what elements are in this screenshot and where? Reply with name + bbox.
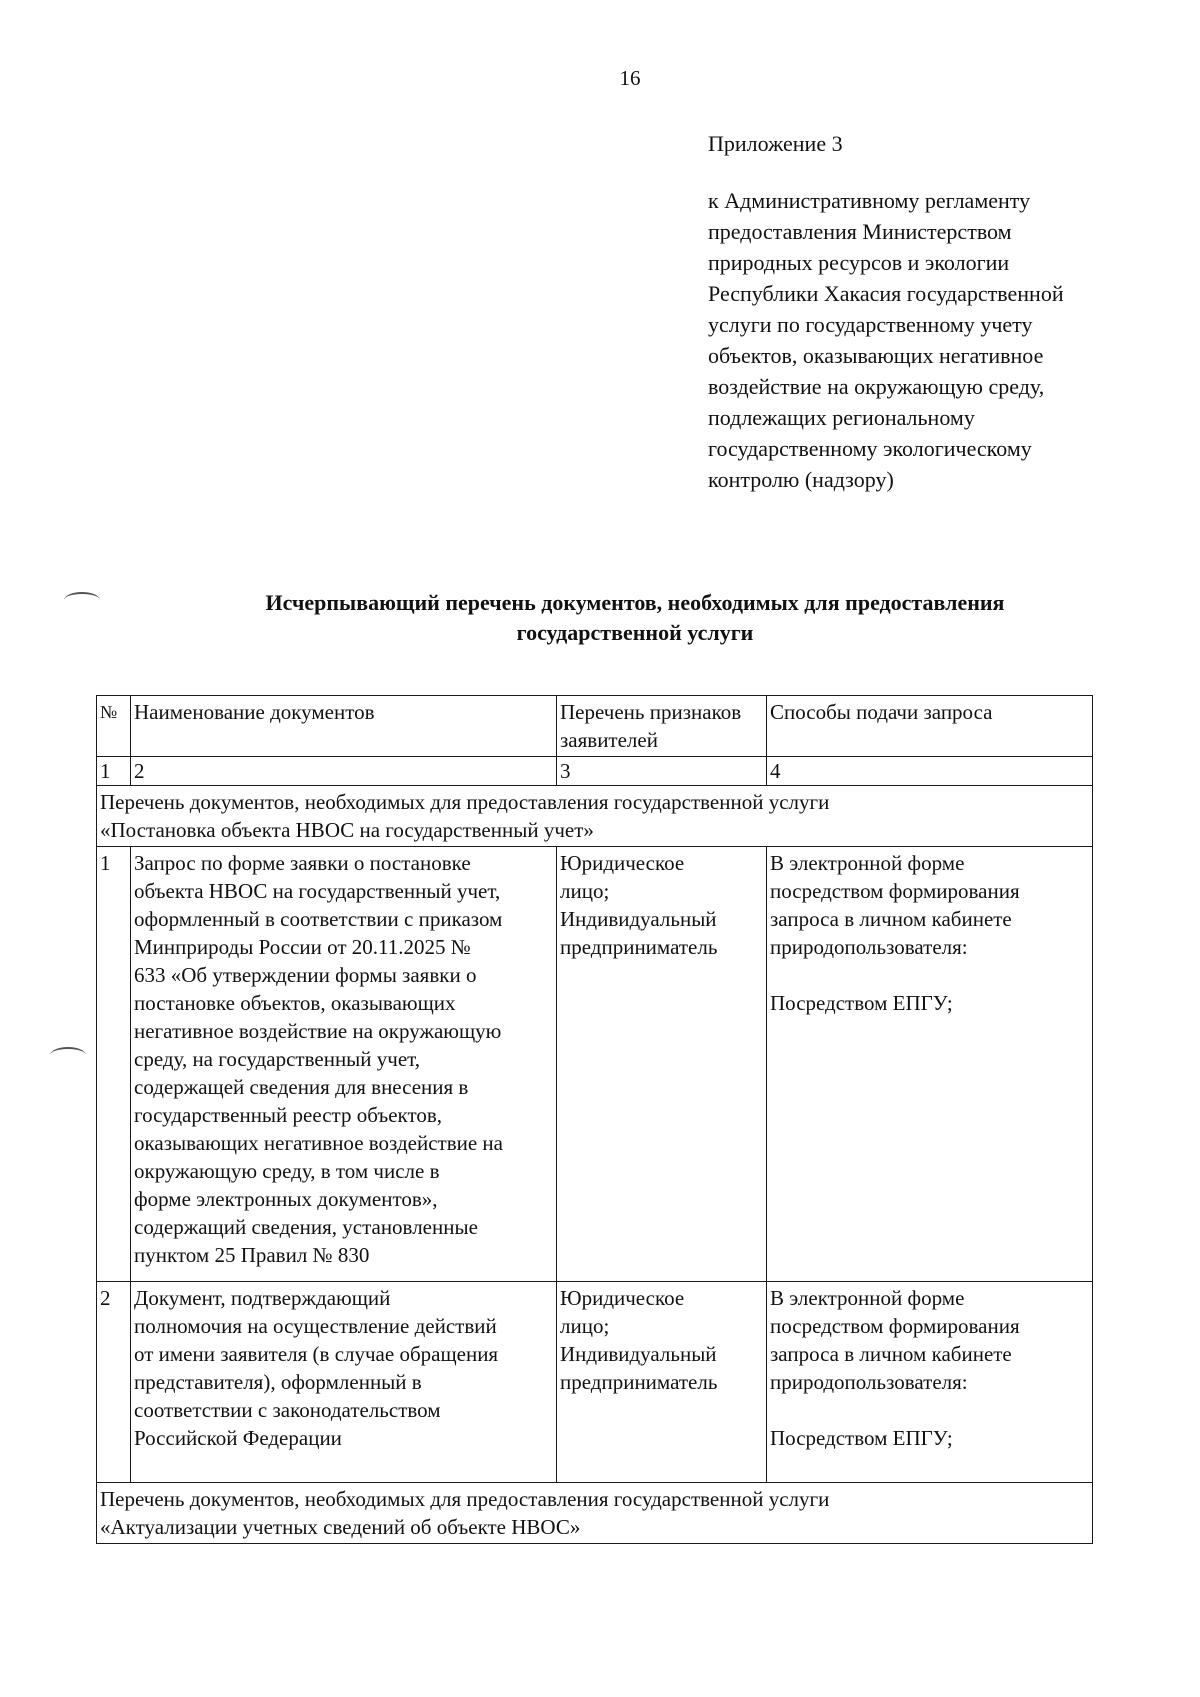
margin-mark — [64, 592, 100, 608]
cell-line: содержащей сведения для внесения в — [134, 1075, 469, 1099]
cell-line: 633 «Об утверждении формы заявки о — [134, 963, 477, 987]
cell-line: постановке объектов, оказывающих — [134, 991, 456, 1015]
cell-line: В электронной форме — [770, 851, 965, 875]
cell-line: предприниматель — [560, 935, 718, 959]
cell-line: полномочия на осуществление действий — [134, 1314, 497, 1338]
row-number: 2 — [97, 1282, 131, 1483]
cell-line: оформленный в соответствии с приказом — [134, 907, 503, 931]
table-header-row — [97, 696, 1093, 757]
cell-line: пунктом 25 Правил № 830 — [134, 1243, 370, 1267]
document-title-line: Исчерпывающий перечень документов, необходимых для предоставления — [265, 590, 1005, 615]
cell-line: посредством формирования — [770, 1314, 1020, 1338]
appendix-line: услуги по государственному учету — [708, 312, 1033, 337]
document-name-cell — [131, 847, 557, 1282]
appendix-line: контролю (надзору) — [708, 467, 894, 492]
cell-line: негативное воздействие на окружающую — [134, 1019, 502, 1043]
column-index: 1 — [97, 757, 131, 786]
header-document-name: Наименование документов — [131, 696, 557, 757]
cell-line: Юридическое — [560, 851, 685, 875]
cell-line: форме электронных документов», — [134, 1187, 438, 1211]
cell-line: окружающую среду, в том числе в — [134, 1159, 440, 1183]
appendix-body — [708, 185, 1168, 495]
header-applicants: Перечень признаков заявителей — [557, 696, 767, 757]
cell-line: среду, на государственный учет, — [134, 1047, 421, 1071]
document-name-cell — [131, 1282, 557, 1483]
cell-line: Запрос по форме заявки о постановке — [134, 851, 471, 875]
cell-line: природопользователя: — [770, 1370, 968, 1394]
cell-line: соответствии с законодательством — [134, 1398, 441, 1422]
cell-line: представителя), оформленный в — [134, 1370, 422, 1394]
cell-line: оказывающих негативное воздействие на — [134, 1131, 503, 1155]
header-submission-methods: Способы подачи запроса — [767, 696, 1093, 757]
section-row — [97, 786, 1093, 847]
document-title-line: государственной услуги — [516, 620, 754, 645]
cell-line: запроса в личном кабинете — [770, 907, 1012, 931]
cell-line: природопользователя: — [770, 935, 968, 959]
appendix-line: Республики Хакасия государственной — [708, 281, 1064, 306]
table-row — [97, 1282, 1093, 1483]
column-index: 3 — [557, 757, 767, 786]
appendix-line: объектов, оказывающих негативное — [708, 343, 1044, 368]
cell-line: В электронной форме — [770, 1286, 965, 1310]
appendix-line: воздействие на окружающую среду, — [708, 374, 1045, 399]
cell-line: запроса в личном кабинете — [770, 1342, 1012, 1366]
cell-line: посредством формирования — [770, 879, 1020, 903]
submission-methods-cell — [767, 847, 1093, 1282]
section-heading-line: «Актуализации учетных сведений об объекте НВОС» — [100, 1515, 581, 1539]
cell-line: Посредством ЕПГУ; — [770, 1426, 953, 1450]
cell-line: Индивидуальный — [560, 1342, 717, 1366]
cell-line: государственный реестр объектов, — [134, 1103, 443, 1127]
appendix-line: к Административному регламенту — [708, 188, 1031, 213]
appendix-line: предоставления Министерством — [708, 219, 1012, 244]
appendix-block — [708, 128, 1168, 495]
row-number: 1 — [97, 847, 131, 1282]
documents-table — [96, 695, 1093, 1544]
cell-line: Минприроды России от 20.11.2025 № — [134, 935, 471, 959]
section-heading — [97, 786, 1093, 847]
cell-line: лицо; — [560, 1314, 610, 1338]
cell-line: объекта НВОС на государственный учет, — [134, 879, 501, 903]
appendix-line: природных ресурсов и экологии — [708, 250, 1010, 275]
column-index-row — [97, 757, 1093, 786]
blank-line — [770, 1396, 1089, 1424]
header-number: № — [97, 696, 131, 757]
section-heading-line: Перечень документов, необходимых для предоставления государственной услуги — [100, 790, 830, 814]
section-heading — [97, 1483, 1093, 1544]
column-index: 4 — [767, 757, 1093, 786]
submission-methods-cell — [767, 1282, 1093, 1483]
section-heading-line: «Постановка объекта НВОС на государственный учет» — [100, 818, 594, 842]
applicants-cell — [557, 847, 767, 1282]
cell-line: содержащий сведения, установленные — [134, 1215, 478, 1239]
document-title — [150, 588, 1120, 648]
cell-line: предприниматель — [560, 1370, 718, 1394]
margin-mark — [50, 1047, 86, 1063]
appendix-line: подлежащих региональному — [708, 405, 975, 430]
appendix-title: Приложение 3 — [708, 131, 843, 156]
section-row — [97, 1483, 1093, 1544]
column-index: 2 — [131, 757, 557, 786]
cell-line: Посредством ЕПГУ; — [770, 991, 953, 1015]
appendix-line: государственному экологическому — [708, 436, 1032, 461]
cell-line: Юридическое — [560, 1286, 685, 1310]
cell-line: Индивидуальный — [560, 907, 717, 931]
section-heading-line: Перечень документов, необходимых для предоставления государственной услуги — [100, 1487, 830, 1511]
cell-line: от имени заявителя (в случае обращения — [134, 1342, 499, 1366]
page-number: 16 — [619, 66, 641, 90]
table-row — [97, 847, 1093, 1282]
cell-line: Документ, подтверждающий — [134, 1286, 391, 1310]
cell-line: Российской Федерации — [134, 1426, 342, 1450]
applicants-cell — [557, 1282, 767, 1483]
blank-line — [770, 961, 1089, 989]
cell-line: лицо; — [560, 879, 610, 903]
